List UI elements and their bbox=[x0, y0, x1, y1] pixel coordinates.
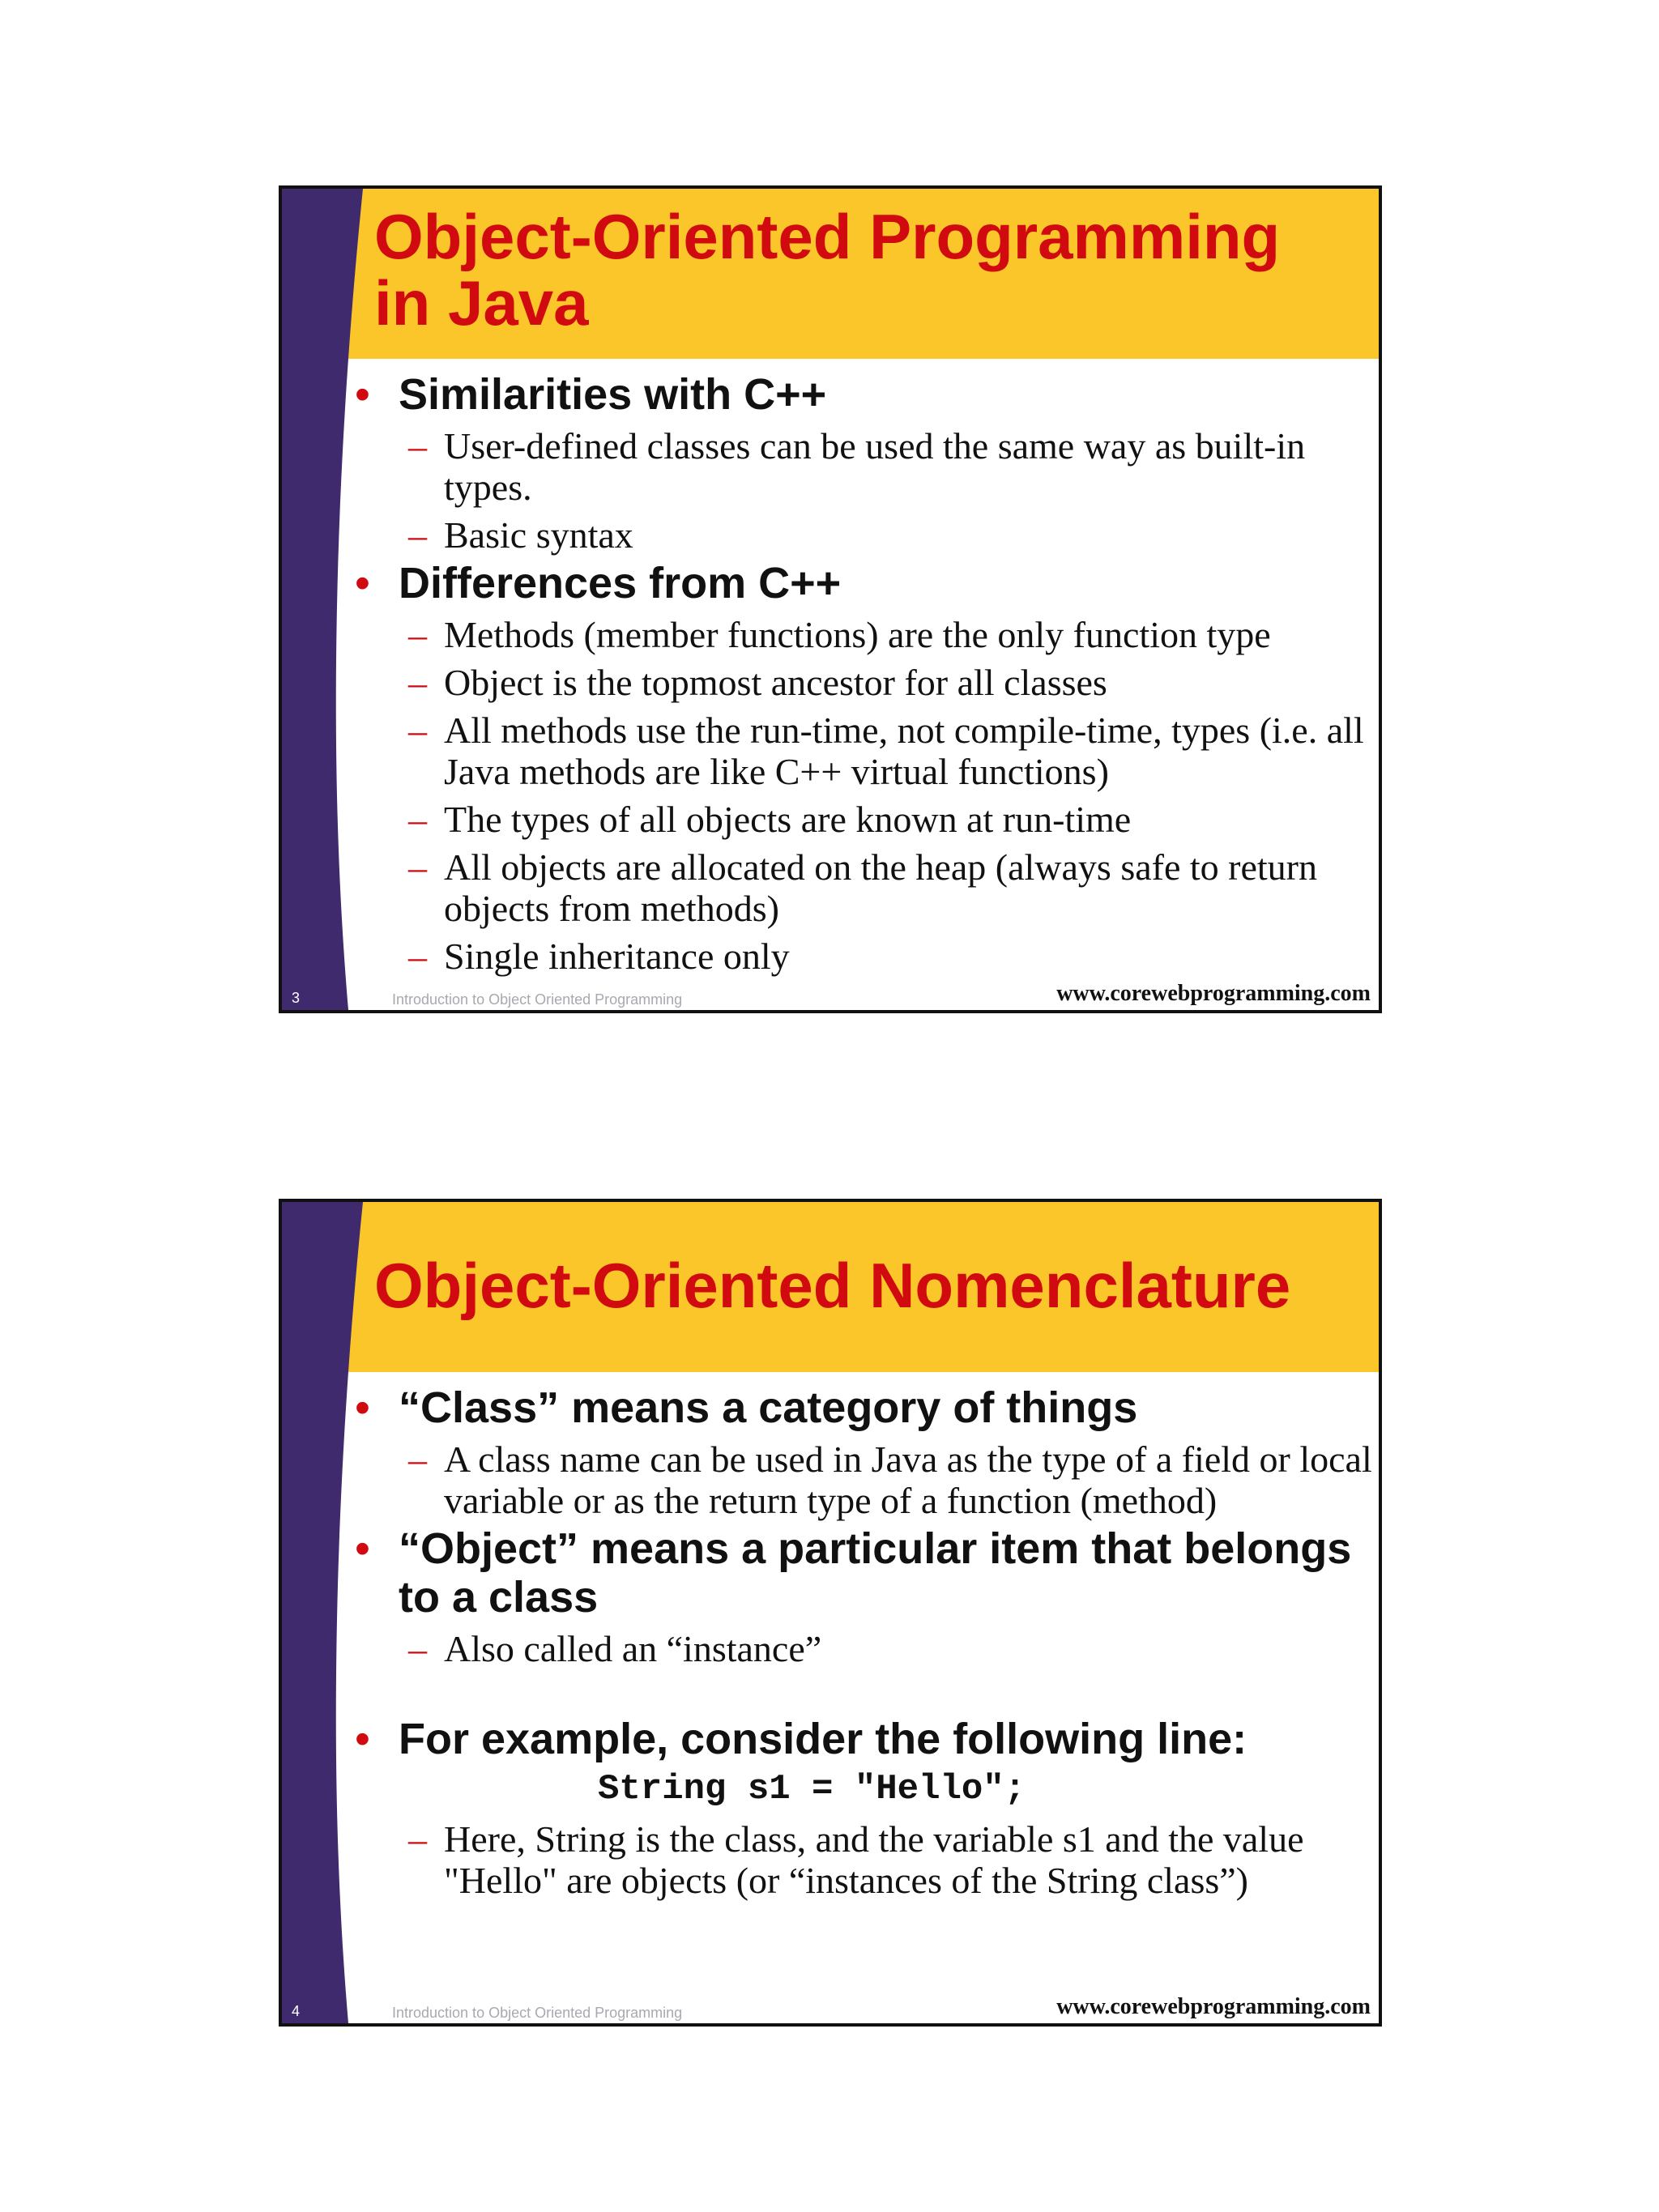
slide-body bbox=[355, 367, 1372, 977]
slide-footer-title: Introduction to Object Oriented Programming bbox=[392, 2005, 683, 2021]
dash-marker: – bbox=[408, 799, 427, 840]
bullet-item bbox=[355, 370, 1372, 419]
dash-marker: – bbox=[408, 710, 427, 751]
sub-item bbox=[355, 936, 1372, 977]
dash-marker: – bbox=[408, 1438, 427, 1480]
sub-item bbox=[355, 1818, 1372, 1901]
bullet-text: Similarities with C++ bbox=[399, 370, 827, 419]
bullet-text: For example, consider the following line: bbox=[399, 1715, 1247, 1763]
bullet-item bbox=[355, 1383, 1372, 1432]
sub-item bbox=[355, 614, 1372, 655]
slide-footer-title: Introduction to Object Oriented Programming bbox=[392, 991, 683, 1008]
sub-text: All methods use the run-time, not compile-time, types (i.e. all Java methods are like C++ virtual functions) bbox=[444, 710, 1364, 792]
sub-item bbox=[355, 514, 1372, 556]
dash-marker: – bbox=[408, 936, 427, 977]
sub-item bbox=[355, 1628, 1372, 1669]
slide-sidebar-decoration bbox=[282, 189, 363, 1010]
sub-item bbox=[355, 425, 1372, 508]
slide-title: Object-Oriented Programming in Java bbox=[374, 201, 1281, 339]
slide-3 bbox=[279, 185, 1382, 1013]
slide-page-number: 3 bbox=[292, 990, 301, 1006]
spacer bbox=[355, 1669, 1372, 1711]
code-snippet: String s1 = "Hello"; bbox=[598, 1769, 1026, 1809]
sub-item bbox=[355, 1438, 1372, 1521]
bullet-item bbox=[355, 1715, 1372, 1763]
bullet-text: “Object” means a particular item that belongs to a class bbox=[399, 1524, 1352, 1622]
bullet-item bbox=[355, 559, 1372, 607]
slide-body bbox=[355, 1380, 1372, 1901]
bullet-marker: • bbox=[355, 559, 370, 607]
sub-text: Also called an “instance” bbox=[444, 1628, 822, 1669]
bullet-item bbox=[355, 1524, 1372, 1622]
dash-marker: – bbox=[408, 846, 427, 888]
sub-text: Here, String is the class, and the variable s1 and the value "Hello" are objects (or “instances of the String class”) bbox=[444, 1818, 1304, 1901]
sub-item bbox=[355, 662, 1372, 703]
dash-marker: – bbox=[408, 514, 427, 556]
sub-item bbox=[355, 710, 1372, 792]
bullet-marker: • bbox=[355, 1715, 370, 1763]
dash-marker: – bbox=[408, 1818, 427, 1860]
bullet-marker: • bbox=[355, 370, 370, 419]
slide-footer-url: www.corewebprogramming.com bbox=[1056, 1994, 1371, 2019]
sub-text: User-defined classes can be used the same way as built-in types. bbox=[444, 425, 1306, 508]
dash-marker: – bbox=[408, 1628, 427, 1669]
dash-marker: – bbox=[408, 662, 427, 703]
sub-text: A class name can be used in Java as the type of a field or local variable or as the return type of a function (method) bbox=[444, 1438, 1372, 1521]
sub-text: All objects are allocated on the heap (always safe to return objects from methods) bbox=[444, 846, 1317, 929]
slide-4 bbox=[279, 1199, 1382, 2027]
slide-sidebar-decoration bbox=[282, 1202, 363, 2023]
slide-title: Object-Oriented Nomenclature bbox=[374, 1250, 1291, 1321]
sub-text: Methods (member functions) are the only function type bbox=[444, 614, 1271, 655]
bullet-marker: • bbox=[355, 1524, 370, 1573]
bullet-marker: • bbox=[355, 1383, 370, 1432]
slide-footer-url: www.corewebprogramming.com bbox=[1056, 981, 1371, 1006]
sub-text: Single inheritance only bbox=[444, 936, 790, 977]
bullet-text: “Class” means a category of things bbox=[399, 1383, 1138, 1432]
sub-item bbox=[355, 799, 1372, 840]
slide-page-number: 4 bbox=[292, 2003, 301, 2019]
bullet-text: Differences from C++ bbox=[399, 559, 842, 607]
dash-marker: – bbox=[408, 614, 427, 655]
sub-item bbox=[355, 846, 1372, 929]
sub-text: Object is the topmost ancestor for all classes bbox=[444, 662, 1107, 703]
sub-text: The types of all objects are known at run-time bbox=[444, 799, 1132, 840]
sub-text: Basic syntax bbox=[444, 514, 633, 556]
dash-marker: – bbox=[408, 425, 427, 467]
